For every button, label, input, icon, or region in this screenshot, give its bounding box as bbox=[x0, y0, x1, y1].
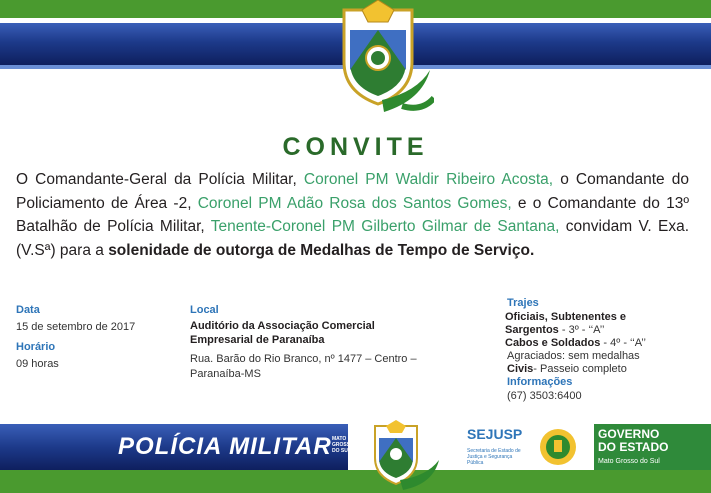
dress-officers-rank: Sargentos bbox=[505, 324, 559, 336]
sejusp-logo-text: SEJUSP bbox=[467, 426, 523, 442]
pm-crest-emblem bbox=[322, 0, 434, 118]
date-value: 15 de setembro de 2017 bbox=[16, 321, 136, 333]
dress-soldiers bbox=[505, 337, 646, 349]
date-label: Data bbox=[16, 304, 40, 316]
footer-pm-state bbox=[332, 436, 354, 454]
invitation-text-part: convidam V. Exa. (V.Sª) para a bbox=[16, 218, 690, 259]
ms-state-emblem-icon bbox=[528, 424, 588, 470]
dress-civilians bbox=[507, 363, 627, 375]
ceremony-title: solenidade de outorga de Medalhas de Tempo de Serviço. bbox=[108, 241, 535, 259]
invitation-text-part: o Comandante do Policiamento de Área -2, bbox=[16, 171, 690, 212]
dress-civilians-value: - Passeio completo bbox=[533, 363, 627, 375]
location-name-line1: Auditório da Associação Comercial bbox=[190, 320, 375, 332]
government-line2: DO ESTADO bbox=[598, 440, 669, 454]
name-battalion-commander: Tenente-Coronel PM Gilberto Gilmar de Santana, bbox=[210, 218, 560, 235]
dress-officers-line1: Oficiais, Subtenentes e bbox=[505, 311, 627, 323]
invitation-text bbox=[16, 168, 689, 262]
location-address-line1: Rua. Barão do Rio Branco, nº 1477 – Centro – bbox=[190, 353, 417, 365]
footer-pm-state-1: MATO bbox=[332, 436, 347, 442]
dress-code-label: Trajes bbox=[507, 297, 539, 309]
sejusp-subtitle: Secretaria de Estado de Justiça e Segurança Pública bbox=[467, 448, 521, 466]
location-address-line2: Paranaíba-MS bbox=[190, 368, 261, 380]
dress-officers-line2 bbox=[505, 324, 604, 336]
footer-pm-state-3: DO SUL bbox=[332, 448, 351, 454]
dress-civilians-label: Civis bbox=[507, 363, 534, 375]
time-label: Horário bbox=[16, 341, 56, 353]
government-line1: GOVERNO bbox=[598, 427, 660, 441]
name-commander-general: Coronel PM Waldir Ribeiro Acosta, bbox=[303, 171, 554, 188]
invitation-text-part: e o Comandante do 13º Batalhão de Polícia Militar, bbox=[16, 194, 689, 235]
info-phone: (67) 3503:6400 bbox=[507, 390, 582, 402]
footer-pm-state-2: GROSSO bbox=[332, 442, 354, 448]
dress-honorees: Agraciados: sem medalhas bbox=[507, 350, 640, 362]
time-value: 09 horas bbox=[16, 358, 59, 370]
location-name-line2: Empresarial de Paranaíba bbox=[190, 334, 325, 346]
dress-officers-uniform: - 3º - ‘‘A’’ bbox=[558, 324, 605, 336]
government-logo-text bbox=[598, 428, 668, 454]
footer-pm-wordmark: POLÍCIA MILITAR bbox=[118, 433, 332, 460]
name-area-commander: Coronel PM Adão Rosa dos Santos Gomes, bbox=[197, 194, 512, 212]
location-label: Local bbox=[190, 304, 219, 316]
invitation-title: CONVITE bbox=[282, 133, 429, 161]
footer-crest-icon bbox=[355, 418, 445, 493]
government-state-name: Mato Grosso do Sul bbox=[598, 458, 660, 465]
info-label: Informações bbox=[507, 376, 573, 388]
dress-soldiers-uniform: - 4º - ‘‘A’’ bbox=[600, 337, 646, 349]
dress-soldiers-rank: Cabos e Soldados bbox=[505, 337, 601, 349]
invitation-text-part: O Comandante-Geral da Polícia Militar, bbox=[16, 171, 304, 188]
